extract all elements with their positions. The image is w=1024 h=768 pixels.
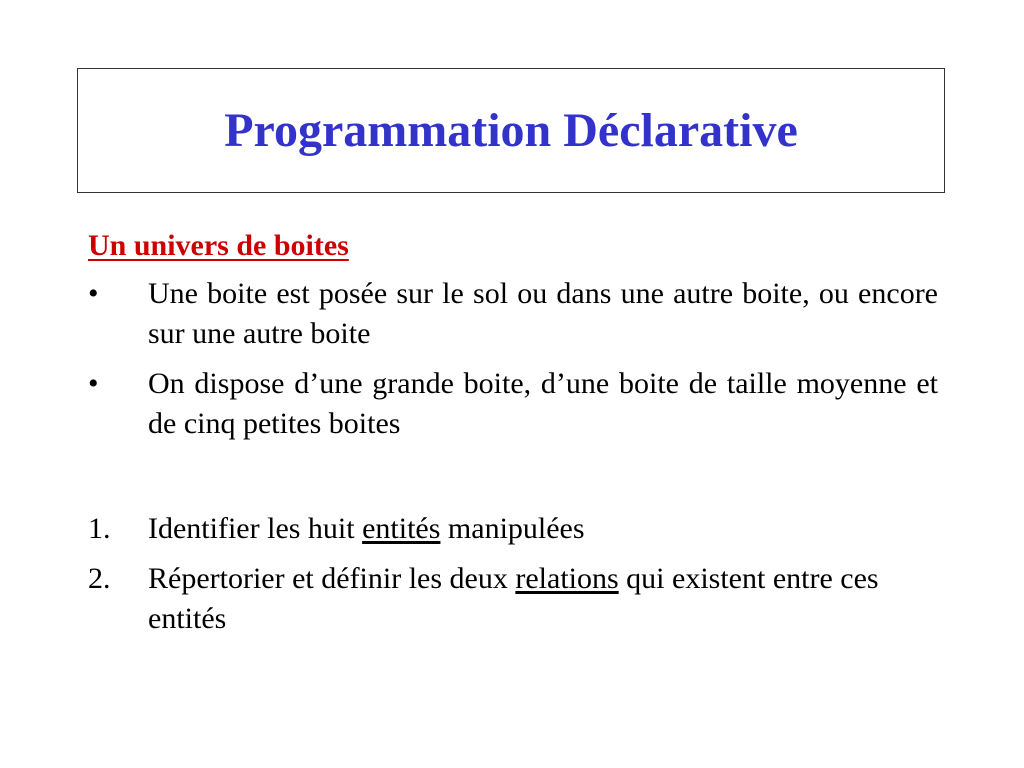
numbered-text xyxy=(148,509,938,549)
slide-content xyxy=(88,226,938,649)
task-keyword: relations xyxy=(515,562,619,595)
number-marker: 2. xyxy=(88,562,111,595)
bullet-item xyxy=(88,364,938,444)
bullet-marker: • xyxy=(88,277,99,310)
title-box xyxy=(77,68,945,193)
task-keyword: entités xyxy=(362,512,441,545)
numbered-item xyxy=(88,509,938,549)
numbered-text xyxy=(148,559,938,639)
bullet-text: On dispose d’une grande boite, d’une boite de taille moyenne et de cinq petites boites xyxy=(148,367,938,440)
numbered-item xyxy=(88,559,938,639)
bullet-item xyxy=(88,274,938,354)
bullet-marker: • xyxy=(88,367,99,400)
spacer xyxy=(88,454,938,509)
section-heading: Un univers de boites xyxy=(88,229,349,262)
task-suffix: qui existent entre ces entités xyxy=(148,562,879,635)
task-prefix: Identifier les huit xyxy=(148,512,363,545)
slide-title: Programmation Déclarative xyxy=(224,103,798,157)
number-marker: 1. xyxy=(88,512,111,545)
task-prefix: Répertorier et définir les deux xyxy=(148,562,516,595)
bullet-text: Une boite est posée sur le sol ou dans une autre boite, ou encore sur une autre boite xyxy=(148,277,938,350)
task-suffix: manipulées xyxy=(440,512,585,545)
